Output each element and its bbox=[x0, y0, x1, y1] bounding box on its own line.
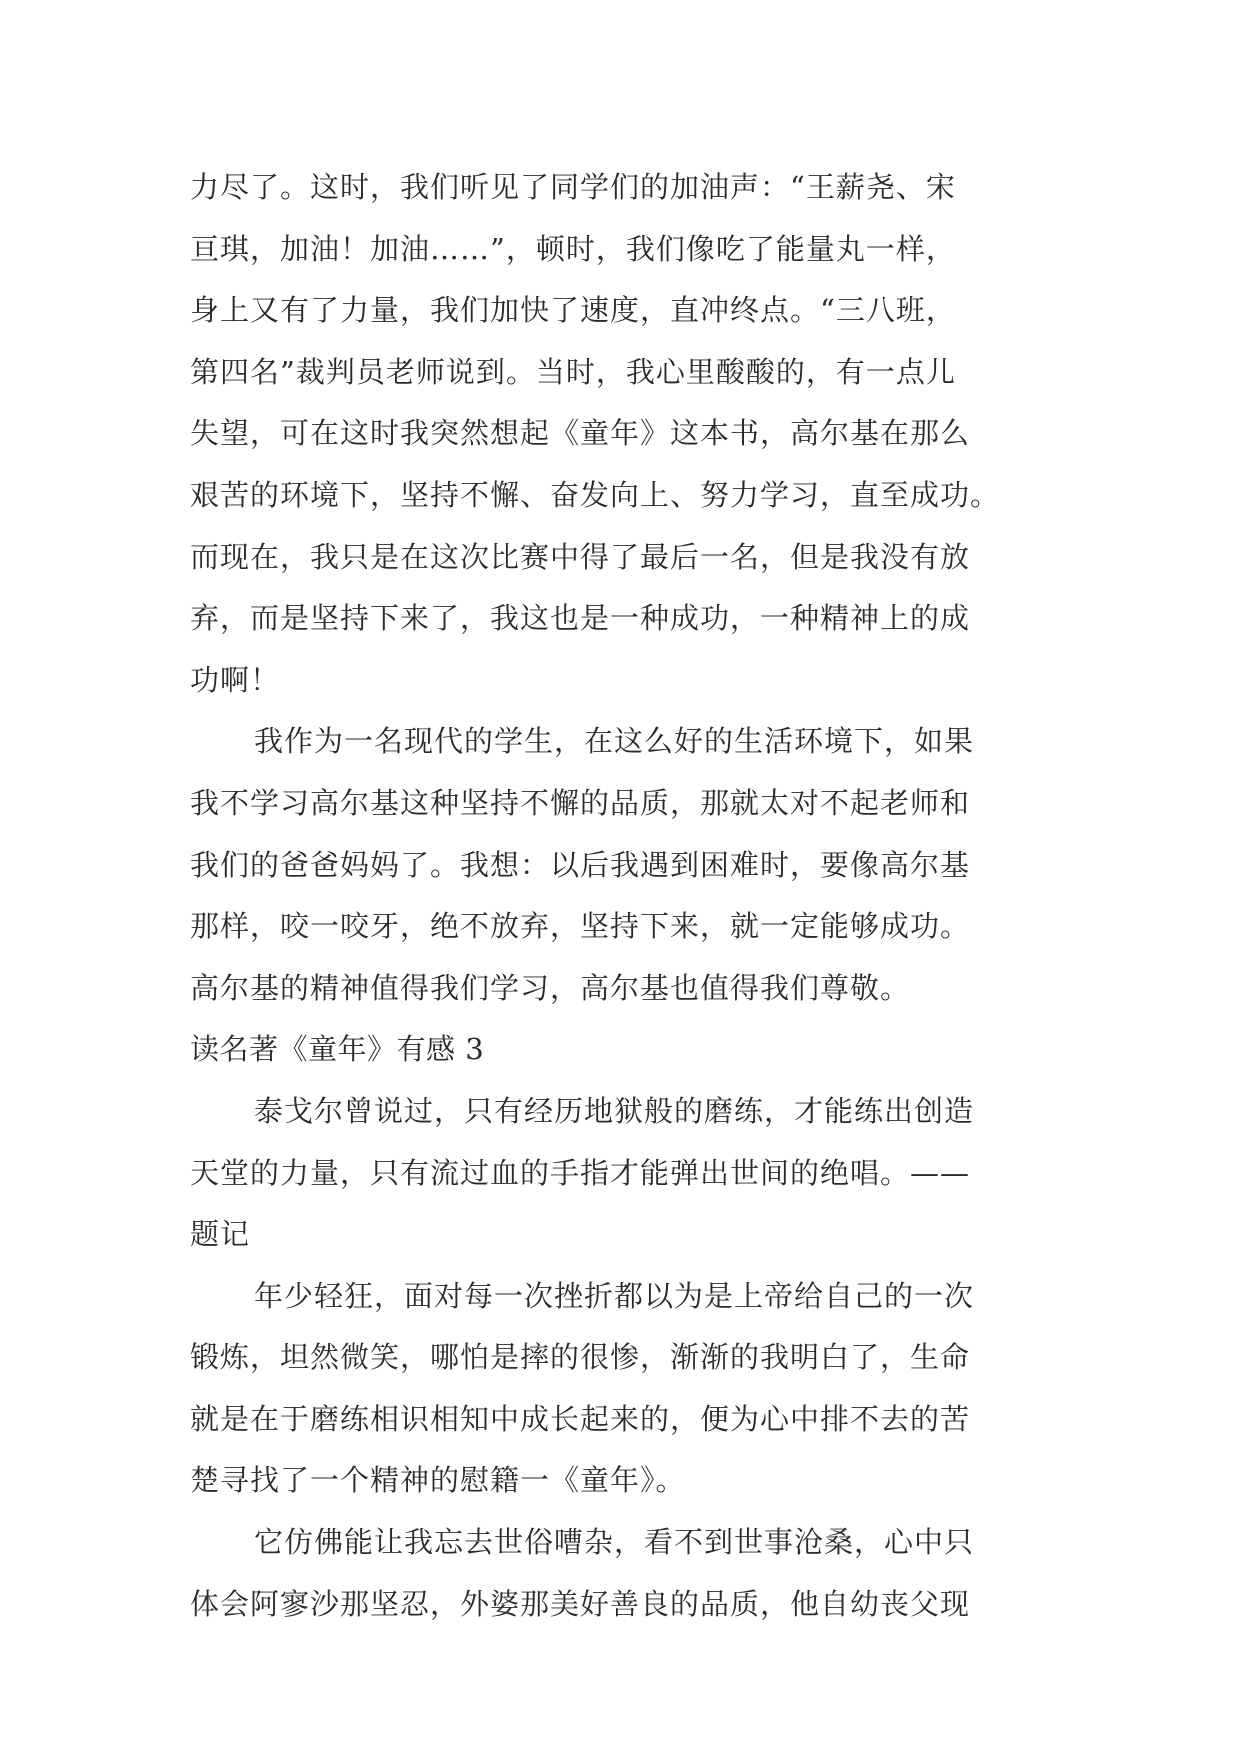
text-line: 而现在，我只是在这次比赛中得了最后一名，但是我没有放 bbox=[190, 539, 971, 574]
text-line: 题记 bbox=[190, 1217, 251, 1252]
text-line: 高尔基的精神值得我们学习，高尔基也值得我们尊敬。 bbox=[190, 970, 911, 1005]
text-line: 那样，咬一咬牙，绝不放弃，坚持下来，就一定能够成功。 bbox=[190, 909, 971, 944]
text-line: 力尽了。这时，我们听见了同学们的加油声：“王薪尧、宋 bbox=[190, 170, 956, 204]
paragraph-first-line: 我作为一名现代的学生，在这么好的生活环境下，如果 bbox=[254, 724, 975, 759]
text-line: 体会阿寥沙那坚忍，外婆那美好善良的品质，他自幼丧父现 bbox=[190, 1586, 971, 1621]
text-line: 我们的爸爸妈妈了。我想：以后我遇到困难时，要像高尔基 bbox=[190, 847, 971, 882]
text-line: 失望，可在这时我突然想起《童年》这本书，高尔基在那么 bbox=[190, 416, 971, 451]
text-line: 锻炼，坦然微笑，哪怕是摔的很惨，渐渐的我明白了，生命 bbox=[190, 1340, 971, 1375]
text-line: 我不学习高尔基这种坚持不懈的品质，那就太对不起老师和 bbox=[190, 785, 971, 820]
paragraph-first-line: 泰戈尔曾说过，只有经历地狱般的磨练，才能练出创造 bbox=[254, 1093, 975, 1128]
text-line: 第四名”裁判员老师说到。当时，我心里酸酸的，有一点儿 bbox=[190, 354, 956, 389]
text-line: 楚寻找了一个精神的慰籍一《童年》。 bbox=[190, 1463, 686, 1498]
text-line: 亘琪，加油！加油……”，顿时，我们像吃了能量丸一样， bbox=[190, 231, 956, 266]
text-line: 身上又有了力量，我们加快了速度，直冲终点。“三八班， bbox=[190, 293, 956, 328]
text-line: 弃，而是坚持下来了，我这也是一种成功，一种精神上的成 bbox=[190, 601, 971, 636]
text-line: 就是在于磨练相识相知中成长起来的，便为心中排不去的苦 bbox=[190, 1401, 971, 1436]
paragraph-first-line: 年少轻狂，面对每一次挫折都以为是上帝给自己的一次 bbox=[254, 1278, 975, 1313]
section-heading: 读名著《童年》有感 3 bbox=[190, 1032, 485, 1067]
text-line: 天堂的力量，只有流过血的手指才能弹出世间的绝唱。—— bbox=[190, 1155, 971, 1190]
document-body bbox=[190, 157, 1050, 1635]
paragraph-first-line: 它仿佛能让我忘去世俗嘈杂，看不到世事沧桑，心中只 bbox=[254, 1525, 975, 1560]
text-line: 功啊！ bbox=[190, 662, 281, 697]
text-line: 艰苦的环境下，坚持不懈、奋发向上、努力学习，直至成功。 bbox=[190, 477, 1001, 512]
